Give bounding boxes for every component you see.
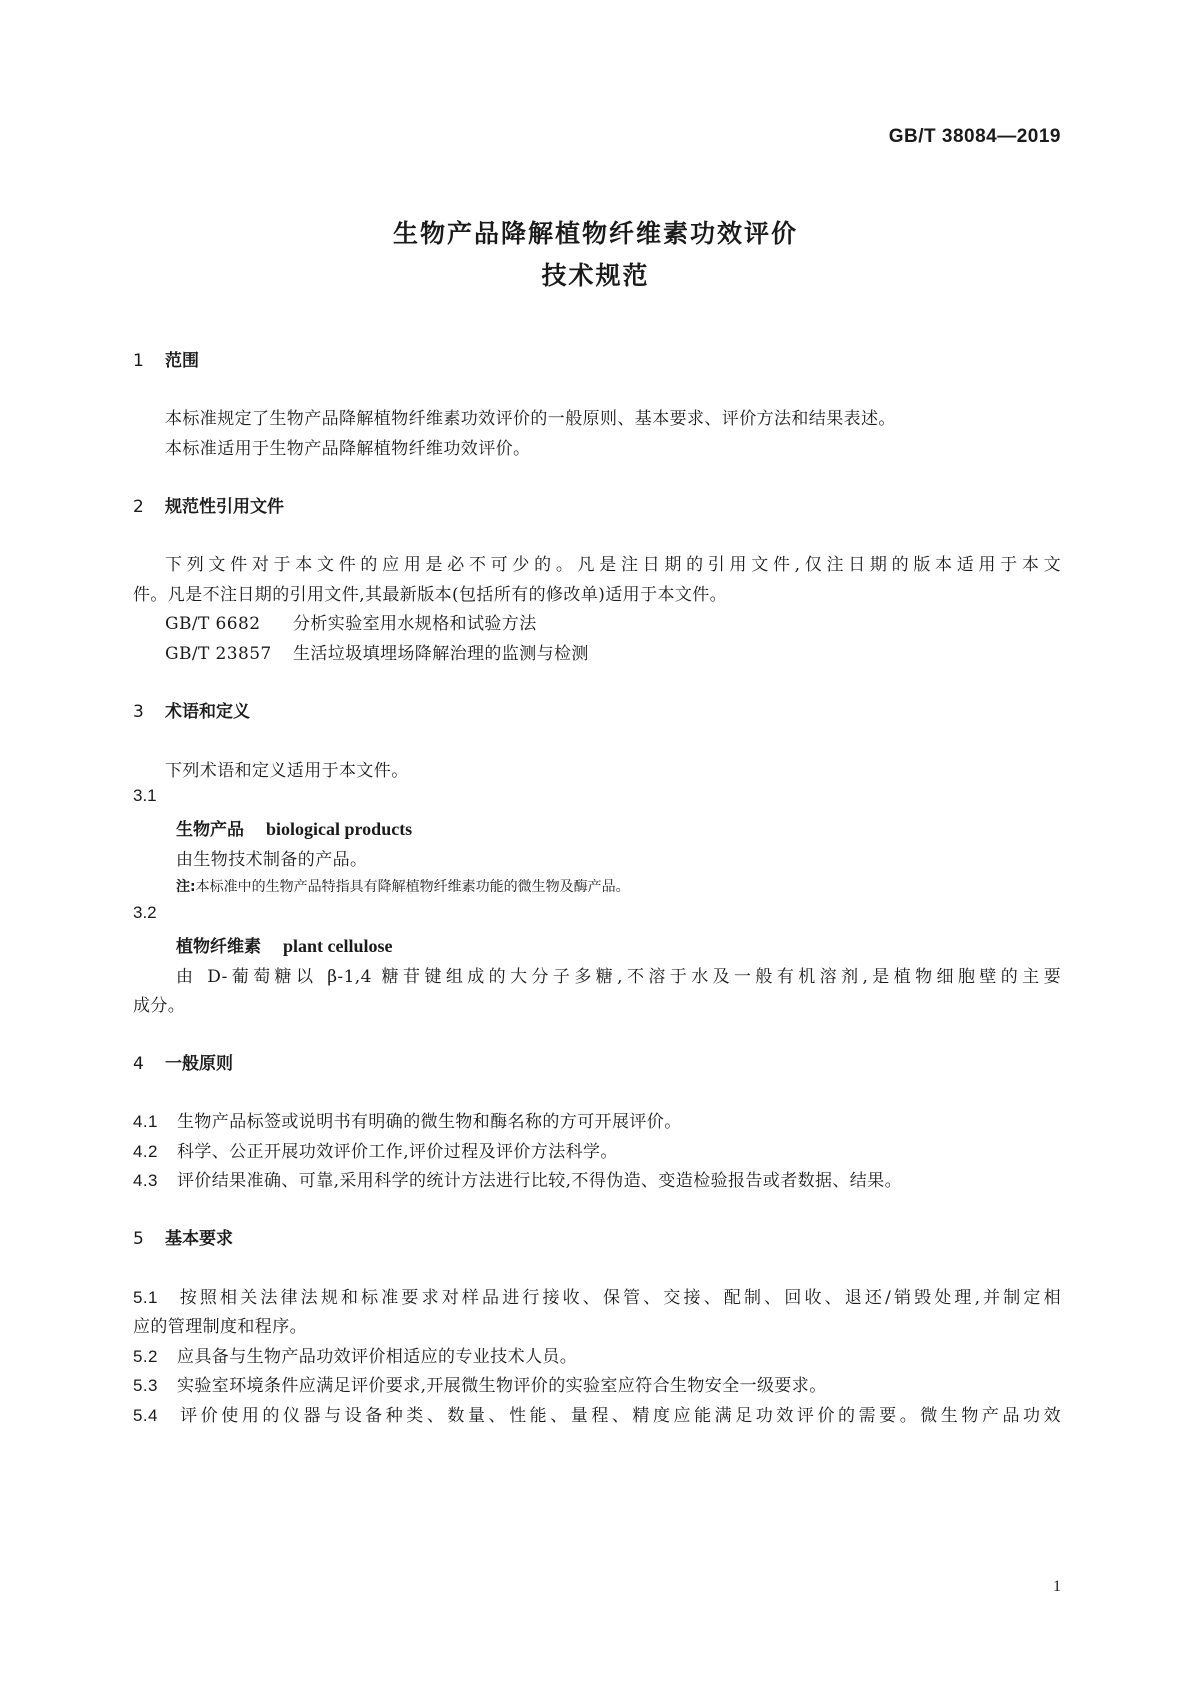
section-number: 4	[133, 1054, 144, 1074]
clause-item	[133, 1166, 902, 1191]
clause-item	[133, 1107, 682, 1132]
note-text: 本标准中的生物产品特指具有降解植物纤维素功能的微生物及酶产品。	[195, 879, 630, 895]
clause-text: 评价使用的仪器与设备种类、数量、性能、量程、精度应能满足功效评价的需要。微生物产品功效	[177, 1406, 1061, 1426]
section-number: 5	[133, 1229, 144, 1249]
term-number: 3.1	[133, 786, 157, 805]
document-title-line1: 生物产品降解植物纤维素功效评价	[392, 219, 798, 248]
reference-code: GB/T 6682	[165, 614, 261, 634]
section-2-heading	[133, 492, 284, 517]
reference-item	[165, 609, 537, 634]
section-1-paragraph-1: 本标准规定了生物产品降解植物纤维素功效评价的一般原则、基本要求、评价方法和结果表述。	[165, 409, 896, 429]
clause-number: 4.1	[133, 1112, 158, 1131]
clause-number: 4.2	[133, 1142, 158, 1161]
clause-item	[133, 1342, 577, 1367]
term-chinese: 生物产品	[176, 820, 244, 840]
section-title: 术语和定义	[165, 702, 250, 722]
clause-text: 应具备与生物产品功效评价相适应的专业技术人员。	[177, 1347, 578, 1367]
term-english: biological products	[266, 819, 413, 839]
section-3-intro: 下列术语和定义适用于本文件。	[165, 761, 409, 781]
clause-item	[133, 1137, 618, 1162]
clause-number: 5.4	[133, 1406, 158, 1425]
reference-name: 生活垃圾填埋场降解治理的监测与检测	[293, 644, 589, 664]
section-number: 1	[133, 351, 144, 371]
clause-text: 实验室环境条件应满足评价要求,开展微生物评价的实验室应符合生物安全一级要求。	[177, 1376, 827, 1396]
reference-code: GB/T 23857	[165, 644, 272, 664]
document-title-line2: 技术规范	[541, 261, 650, 290]
clause-text: 生物产品标签或说明书有明确的微生物和酶名称的方可开展评价。	[177, 1112, 682, 1132]
term-heading	[176, 932, 393, 957]
reference-name: 分析实验室用水规格和试验方法	[293, 614, 537, 634]
clause-item-line2: 应的管理制度和程序。	[133, 1317, 307, 1337]
clause-number: 5.1	[133, 1288, 158, 1307]
section-title: 一般原则	[165, 1054, 233, 1074]
clause-number: 4.3	[133, 1171, 158, 1190]
clause-text: 科学、公正开展功效评价工作,评价过程及评价方法科学。	[177, 1142, 618, 1162]
clause-number: 5.3	[133, 1376, 158, 1395]
note-label: 注:	[176, 879, 196, 895]
clause-item	[133, 1371, 827, 1396]
section-2-paragraph-line1: 下列文件对于本文件的应用是必不可少的。凡是注日期的引用文件,仅注日期的版本适用于本文	[165, 555, 1061, 575]
clause-text: 按照相关法律法规和标准要求对样品进行接收、保管、交接、配制、回收、退还/销毁处理,并制定相	[177, 1288, 1061, 1308]
section-1-heading	[133, 346, 199, 371]
clause-text: 评价结果准确、可靠,采用科学的统计方法进行比较,不得伪造、变造检验报告或者数据、结果。	[177, 1171, 903, 1191]
term-definition-line1: 由 D-葡萄糖以 β-1,4 糖苷键组成的大分子多糖,不溶于水及一般有机溶剂,是植物细胞壁的主要	[176, 967, 1061, 987]
section-title: 范围	[165, 351, 199, 371]
term-heading	[176, 815, 412, 840]
section-5-heading	[133, 1224, 233, 1249]
clause-item-line1	[133, 1283, 1061, 1308]
term-note	[176, 876, 630, 896]
term-number: 3.2	[133, 903, 157, 922]
section-title: 规范性引用文件	[165, 497, 284, 517]
clause-item	[133, 1401, 1061, 1426]
page-number: 1	[1053, 1578, 1061, 1595]
section-title: 基本要求	[165, 1229, 233, 1249]
section-2-paragraph-line2: 件。凡是不注日期的引用文件,其最新版本(包括所有的修改单)适用于本文件。	[133, 585, 728, 605]
term-definition: 由生物技术制备的产品。	[176, 850, 368, 870]
term-chinese: 植物纤维素	[176, 937, 261, 957]
standard-code: GB/T 38084—2019	[888, 126, 1061, 147]
section-number: 3	[133, 702, 144, 722]
term-definition-line2: 成分。	[133, 996, 186, 1016]
section-1-paragraph-2: 本标准适用于生物产品降解植物纤维功效评价。	[165, 439, 531, 459]
term-english: plant cellulose	[283, 936, 393, 956]
clause-number: 5.2	[133, 1347, 158, 1366]
section-4-heading	[133, 1049, 233, 1074]
reference-item	[165, 639, 589, 664]
section-number: 2	[133, 497, 144, 517]
section-3-heading	[133, 697, 250, 722]
